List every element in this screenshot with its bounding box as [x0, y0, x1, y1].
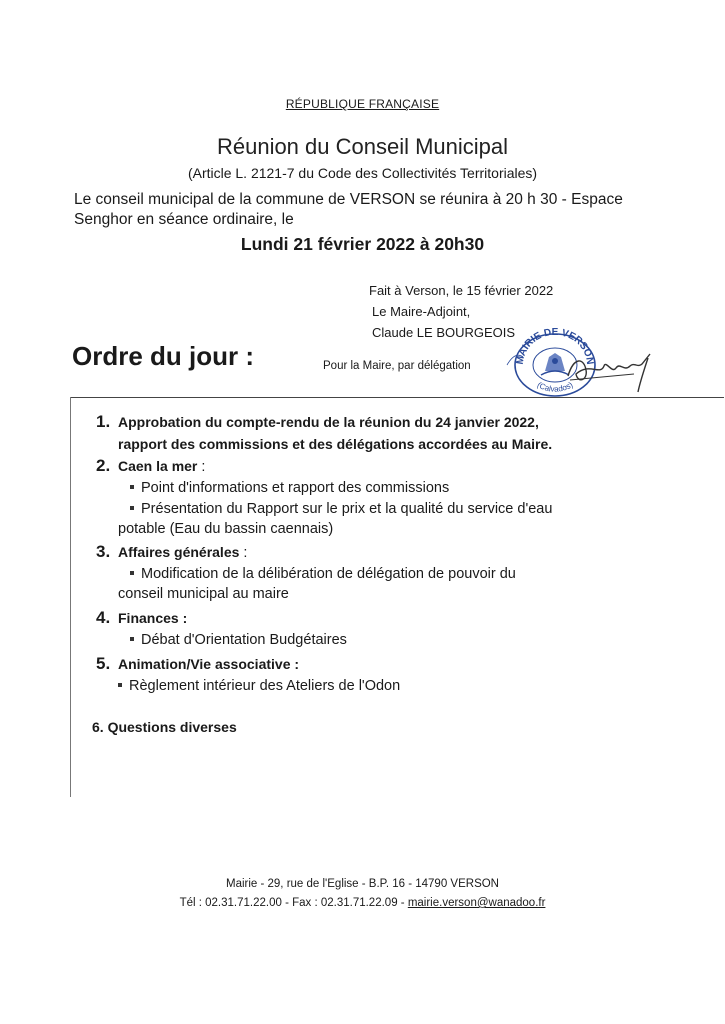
agenda-item-2-title: Caen la mer [118, 458, 198, 474]
footer-email-link[interactable]: mairie.verson@wanadoo.fr [407, 897, 546, 909]
bullet-icon [130, 506, 134, 510]
signatory-name: Claude LE BOURGEOIS [372, 325, 516, 340]
agenda-item-3-sub-1-line-2: conseil municipal au maire [118, 586, 289, 602]
agenda-item-3-title: Affaires générales [118, 544, 240, 560]
agenda-item-5-sub-1 [118, 678, 400, 694]
agenda-item-number: 4. [96, 608, 111, 627]
agenda-item-6 [92, 719, 237, 735]
agenda-item-2-sub-1 [130, 480, 449, 496]
bullet-icon [130, 571, 134, 575]
sub-item-text: Débat d'Orientation Budgétaires [141, 632, 347, 648]
intro-line-2: Senghor en séance ordinaire, le [74, 211, 294, 228]
agenda-item-number: 2. [96, 456, 111, 475]
heading-suffix: : [239, 545, 248, 561]
agenda-box-left-border [70, 397, 71, 797]
agenda-item-1-line-2: rapport des commissions et des délégations accordées au Maire. [118, 436, 553, 452]
agenda-item-4-title: Finances : [118, 610, 188, 626]
agenda-item-number: 6. [92, 719, 104, 735]
stamp-top-text: MAIRIE DE VERSON [514, 326, 596, 366]
sub-item-text: Point d'informations et rapport des commissions [141, 480, 450, 496]
agenda-item-2-heading [118, 458, 205, 476]
sub-item-text: Présentation du Rapport sur le prix et la qualité du service d'eau [141, 501, 553, 517]
bullet-icon [130, 485, 134, 489]
delegation-text: Pour la Maire, par délégation [323, 360, 471, 372]
document-title: Réunion du Conseil Municipal [216, 134, 509, 159]
agenda-title: Ordre du jour : [72, 341, 254, 371]
footer-phones: Tél : 02.31.71.22.00 - Fax : 02.31.71.22.09 - [179, 897, 408, 909]
agenda-item-4 [96, 608, 110, 628]
bullet-icon [118, 683, 122, 687]
agenda-item-number: 3. [96, 542, 111, 561]
agenda-item-2-sub-2 [130, 501, 552, 517]
footer-address: Mairie - 29, rue de l'Eglise - B.P. 16 - 14790 VERSON [225, 878, 499, 890]
sub-item-text: Règlement intérieur des Ateliers de l'Odon [129, 678, 401, 694]
agenda-item-number: 1. [96, 412, 111, 431]
article-reference: (Article L. 2121-7 du Code des Collectivités Territoriales) [187, 165, 538, 181]
agenda-item-6-title: Questions diverses [107, 719, 237, 735]
agenda-item-number: 5. [96, 654, 111, 673]
agenda-item-3-heading [118, 544, 247, 562]
intro-line-1: Le conseil municipal de la commune de VERSON se réunira à 20 h 30 - Espace [74, 191, 623, 208]
agenda-item-1-line-1: Approbation du compte-rendu de la réunion du 24 janvier 2022, [118, 414, 539, 430]
agenda-item-2 [96, 456, 110, 476]
heading-suffix: : [197, 459, 206, 475]
signatory-role: Le Maire-Adjoint, [372, 304, 471, 319]
agenda-box-top-border [70, 397, 724, 398]
agenda-item-2-sub-2-line-2: potable (Eau du bassin caennais) [118, 521, 334, 537]
handwritten-signature [560, 346, 660, 396]
agenda-item-5 [96, 654, 110, 674]
agenda-item-3 [96, 542, 110, 562]
agenda-item-3-sub-1 [130, 566, 516, 582]
sub-item-text: Modification de la délibération de délégation de pouvoir du [141, 566, 516, 582]
fait-a-verson: Fait à Verson, le 15 février 2022 [369, 283, 554, 298]
bullet-icon [130, 637, 134, 641]
footer-contact [0, 897, 725, 909]
stamp-bottom-text: (Calvados) [535, 380, 575, 394]
republique-heading: RÉPUBLIQUE FRANÇAISE [285, 97, 440, 111]
agenda-item-1 [96, 412, 110, 432]
agenda-item-5-title: Animation/Vie associative : [118, 656, 300, 672]
agenda-item-4-sub-1 [130, 632, 347, 648]
meeting-date: Lundi 21 février 2022 à 20h30 [240, 234, 485, 254]
